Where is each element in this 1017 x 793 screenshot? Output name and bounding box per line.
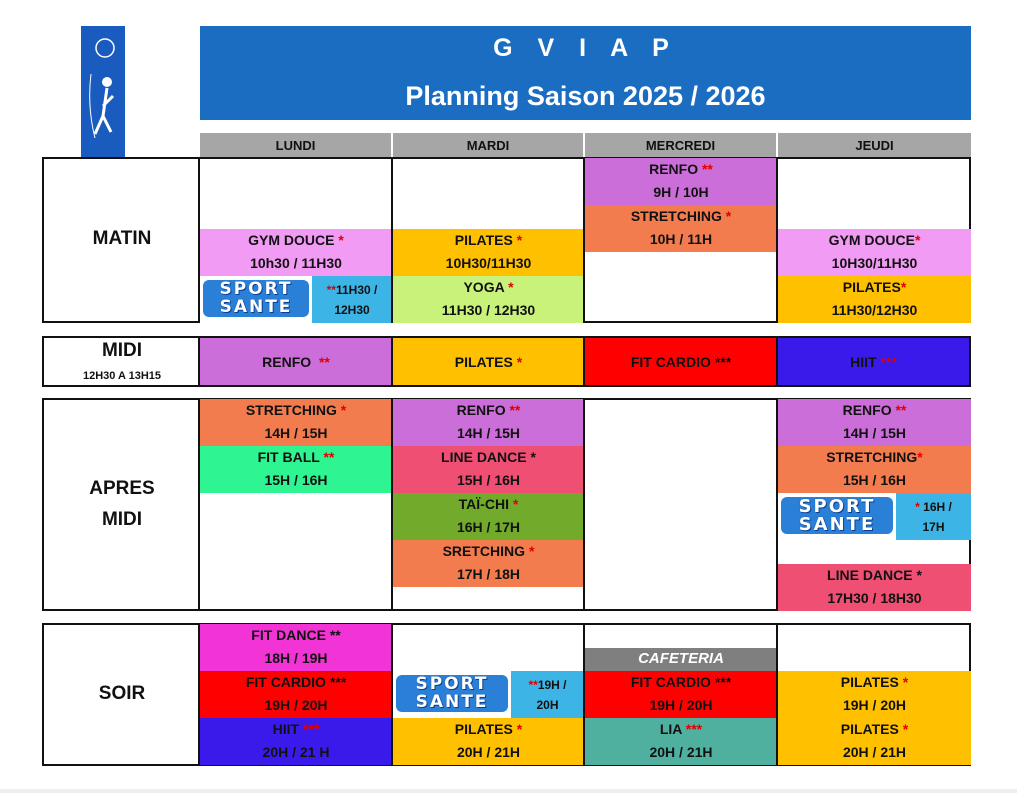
- slot-apres-mardi-renfo: [393, 399, 584, 446]
- activity-name: FIT CARDIO: [245, 674, 326, 690]
- column-divider: [776, 157, 778, 323]
- activity-name: RENFO: [842, 402, 892, 418]
- level-stars: *: [516, 721, 523, 737]
- slot-soir-jeudi-pilates: [778, 671, 971, 718]
- activity-time: 19H / 20H: [842, 697, 907, 713]
- level-stars: *: [528, 543, 535, 559]
- slot-soir-mercredi-lia: [585, 718, 777, 765]
- slot-apres-mardi-tai-chi: [393, 493, 584, 540]
- level-stars: *: [915, 500, 920, 514]
- activity-time: 20H / 21 H: [262, 744, 330, 760]
- sport-sante-logo: SPORT SANTE: [393, 671, 511, 718]
- slot-mercredi-stretching: [585, 205, 777, 252]
- activity-name: FIT CARDIO: [630, 354, 711, 370]
- title-banner: [200, 26, 971, 120]
- slot-soir-mercredi-fit-cardio: [585, 671, 777, 718]
- level-stars: *: [902, 674, 909, 690]
- column-divider: [198, 623, 200, 766]
- slot-apres-jeudi-stretching: [778, 446, 971, 493]
- activity-time: 16H /: [923, 500, 952, 514]
- activity-name: PILATES: [454, 232, 513, 248]
- level-stars: **: [318, 354, 330, 370]
- activity-time: 15H / 16H: [264, 472, 328, 488]
- activity-time: 20H / 21H: [649, 744, 713, 760]
- activity-time: 11H30 / 12H30: [441, 302, 536, 318]
- slot-apres-jeudi-line-dance: [778, 564, 971, 611]
- activity-time: 14H / 15H: [264, 425, 328, 441]
- level-stars: *: [508, 279, 514, 295]
- activity-name: RENFO: [456, 402, 506, 418]
- level-stars: **: [528, 678, 538, 692]
- activity-time: 10h30 / 11H30: [250, 255, 342, 271]
- slot-soir-lundi-fit-dance: [200, 624, 392, 671]
- section-label-apres: APRES: [89, 478, 155, 499]
- column-divider: [198, 157, 200, 323]
- activity-time: 20H / 21H: [842, 744, 907, 760]
- activity-name: LINE DANCE: [827, 567, 913, 583]
- column-divider: [198, 398, 200, 611]
- slot-apres-jeudi-sport-sante: [778, 493, 971, 540]
- activity-time: 15H / 16H: [842, 472, 907, 488]
- activity-name: PILATES: [842, 279, 901, 295]
- slot-lundi-sport-sante: [200, 276, 392, 323]
- activity-name: PILATES: [840, 674, 899, 690]
- activity-name: STRETCHING: [826, 449, 918, 465]
- activity-time: 11H30 /: [335, 283, 378, 297]
- activity-name: FIT BALL: [257, 449, 320, 465]
- activity-name: LIA: [659, 721, 682, 737]
- slot-jeudi-pilates: [778, 276, 971, 323]
- slot-jeudi-gym-douce: [778, 229, 971, 276]
- slot-soir-jeudi-pilates-late: [778, 718, 971, 765]
- level-stars: **: [701, 161, 713, 177]
- activity-name: STRETCHING: [630, 208, 722, 224]
- level-stars: ***: [329, 674, 347, 690]
- level-stars: **: [509, 402, 521, 418]
- level-stars: ***: [714, 674, 732, 690]
- slot-soir-mardi-pilates: [393, 718, 584, 765]
- slot-apres-lundi-stretching: [200, 399, 392, 446]
- activity-time: 20H / 21H: [456, 744, 521, 760]
- level-stars: *: [900, 279, 907, 295]
- activity-time: 10H / 11H: [649, 231, 713, 247]
- column-divider: [583, 157, 585, 323]
- column-divider: [391, 398, 393, 611]
- column-divider: [583, 398, 585, 611]
- slot-lundi-gym-douce: [200, 229, 392, 276]
- logo-figure-icon: [81, 26, 125, 158]
- slot-midi-lundi-renfo: [200, 338, 392, 385]
- day-header-mercredi: MERCREDI: [585, 133, 776, 157]
- activity-name: PILATES: [840, 721, 899, 737]
- section-label-midi: MIDI: [101, 340, 143, 361]
- level-stars: **: [329, 627, 341, 643]
- activity-time: 20H: [536, 698, 559, 712]
- column-divider: [776, 623, 778, 766]
- level-stars: *: [516, 354, 523, 370]
- activity-time: 17H: [922, 520, 945, 534]
- column-divider: [391, 336, 393, 387]
- activity-time: 16H / 17H: [456, 519, 521, 535]
- sport-sante-logo: SPORT SANTE: [200, 276, 312, 323]
- slot-apres-lundi-fit-ball: [200, 446, 392, 493]
- activity-time: 19H / 20H: [649, 697, 713, 713]
- activity-name: TAÏ-CHI: [458, 496, 509, 512]
- activity-time: 11H30/12H30: [831, 302, 918, 318]
- level-stars: *: [530, 449, 536, 465]
- column-divider: [391, 157, 393, 323]
- level-stars: *: [516, 232, 523, 248]
- cafeteria-banner: CAFETERIA: [585, 648, 777, 671]
- slot-midi-mercredi-fit-cardio: [585, 338, 777, 385]
- season-title: Planning Saison 2025 / 2026: [405, 81, 766, 111]
- activity-time: 9H / 10H: [653, 184, 709, 200]
- activity-name: RENFO: [649, 161, 699, 177]
- page-bottom-edge: [0, 789, 1017, 793]
- slot-apres-mardi-sretching: [393, 540, 584, 587]
- level-stars: **: [895, 402, 907, 418]
- slot-soir-lundi-fit-cardio: [200, 671, 392, 718]
- activity-name: FIT CARDIO: [630, 674, 711, 690]
- level-stars: **: [326, 283, 336, 297]
- org-title: G V I A P: [493, 34, 678, 62]
- level-stars: ***: [685, 721, 703, 737]
- activity-name: STRETCHING: [245, 402, 337, 418]
- level-stars: ***: [714, 354, 732, 370]
- column-divider: [391, 623, 393, 766]
- activity-name: HIIT: [850, 354, 877, 370]
- activity-time: 19H /: [537, 678, 567, 692]
- section-label-matin: MATIN: [92, 228, 152, 249]
- level-stars: *: [338, 232, 344, 248]
- activity-name: FIT DANCE: [251, 627, 326, 643]
- section-label-midi2: MIDI: [101, 509, 143, 530]
- level-stars: ***: [880, 354, 897, 370]
- slot-soir-mardi-sport-sante: [393, 671, 584, 718]
- column-divider: [583, 623, 585, 766]
- activity-time: 14H / 15H: [456, 425, 521, 441]
- day-header-jeudi: JEUDI: [778, 133, 971, 157]
- activity-time: 17H / 18H: [456, 566, 521, 582]
- slot-midi-mardi-pilates: [393, 338, 584, 385]
- activity-time: 12H30: [334, 303, 370, 317]
- activity-name: SRETCHING: [442, 543, 526, 559]
- column-divider: [198, 336, 200, 387]
- slot-apres-mardi-line-dance: [393, 446, 584, 493]
- slot-mercredi-renfo: [585, 158, 777, 205]
- activity-time: 17H30 / 18H30: [827, 590, 922, 606]
- day-header-mardi: MARDI: [393, 133, 583, 157]
- association-logo: [81, 26, 125, 158]
- day-header-lundi: LUNDI: [200, 133, 391, 157]
- slot-mardi-yoga: [393, 276, 584, 323]
- level-stars: *: [340, 402, 347, 418]
- activity-name: YOGA: [463, 279, 505, 295]
- level-stars: *: [917, 449, 923, 465]
- level-stars: **: [323, 449, 335, 465]
- activity-name: PILATES: [454, 721, 513, 737]
- activity-time: 15H / 16H: [456, 472, 521, 488]
- slot-soir-lundi-hiit: [200, 718, 392, 765]
- level-stars: *: [902, 721, 909, 737]
- level-stars: *: [512, 496, 519, 512]
- column-divider: [583, 336, 585, 387]
- activity-name: HIIT: [272, 721, 300, 737]
- sport-sante-logo: SPORT SANTE: [778, 493, 896, 540]
- column-divider: [776, 336, 778, 387]
- slot-apres-jeudi-renfo: [778, 399, 971, 446]
- column-divider: [776, 398, 778, 611]
- activity-name: LINE DANCE: [441, 449, 527, 465]
- activity-name: GYM DOUCE: [828, 232, 915, 248]
- activity-name: GYM DOUCE: [248, 232, 335, 248]
- activity-time: 19H / 20H: [264, 697, 328, 713]
- activity-name: PILATES: [454, 354, 513, 370]
- slot-mardi-pilates: [393, 229, 584, 276]
- activity-time: 18H / 19H: [264, 650, 328, 666]
- slot-midi-jeudi-hiit: [778, 338, 969, 385]
- activity-name: RENFO: [262, 354, 312, 370]
- level-stars: *: [916, 567, 922, 583]
- section-sublabel-midi: 12H30 A 13H15: [82, 370, 162, 382]
- level-stars: *: [725, 208, 732, 224]
- section-label-soir: SOIR: [98, 683, 146, 704]
- level-stars: *: [914, 232, 921, 248]
- activity-time: 10H30/11H30: [445, 255, 532, 271]
- activity-time: 14H / 15H: [842, 425, 907, 441]
- level-stars: ***: [302, 721, 320, 737]
- activity-time: 10H30/11H30: [831, 255, 918, 271]
